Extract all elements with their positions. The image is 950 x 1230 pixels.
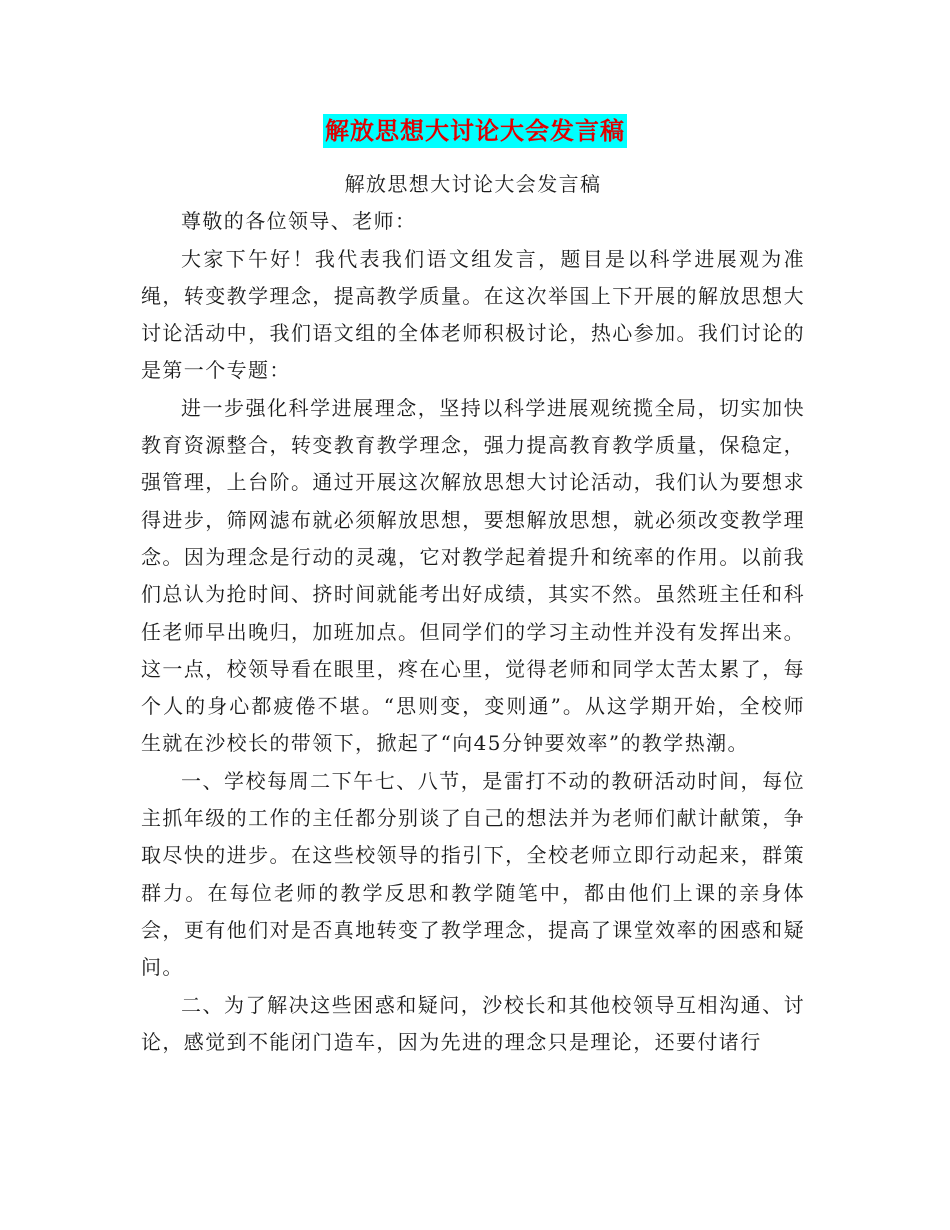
document-subtitle: 解放思想大讨论大会发言稿 <box>344 172 602 196</box>
paragraph: 二、为了解决这些困惑和疑问，沙校长和其他校领导互相沟通、讨论，感觉到不能闭门造车，因为先进的理念只是理论，还要付诸行 <box>141 992 805 1054</box>
document-title-text: 解放思想大讨论大会发言稿 <box>323 114 627 148</box>
salutation: 尊敬的各位领导、老师： <box>181 209 417 234</box>
paragraph: 一、学校每周二下午七、八节，是雷打不动的教研活动时间，每位主抓年级的工作的主任都分别谈了自己的想法并为老师们献计献策，争取尽快的进步。在这些校领导的指引下，全校老师立即行动起来，群策群力。在每位老师的教学反思和教学随笔中，都由他们上课的亲身体会，更有他们对是否真地转变了教学理念，提高了课堂效率的困惑和疑问。 <box>141 768 805 980</box>
paragraph: 大家下午好！我代表我们语文组发言，题目是以科学进展观为准绳，转变教学理念，提高教学质量。在这次举国上下开展的解放思想大讨论活动中，我们语文组的全体老师积极讨论，热心参加。我们讨论的是第一个专题： <box>141 246 805 383</box>
paragraph: 进一步强化科学进展理念，坚持以科学进展观统揽全局，切实加快教育资源整合，转变教育教学理念，强力提高教育教学质量，保稳定，强管理，上台阶。通过开展这次解放思想大讨论活动，我们认为要想求得进步，筛网滤布就必须解放思想，要想解放思想，就必须改变教学理念。因为理念是行动的灵魂，它对教学起着提升和统率的作用。以前我们总认为抢时间、挤时间就能考出好成绩，其实不然。虽然班主任和科任老师早出晚归，加班加点。但同学们的学习主动性并没有发挥出来。这一点，校领导看在眼里，疼在心里，觉得老师和同学太苦太累了，每个人的身心都疲倦不堪。“思则变，变则通”。从这学期开始，全校师生就在沙校长的带领下，掀起了“向45分钟要效率”的教学热潮。 <box>141 395 805 756</box>
document-body <box>141 166 805 1061</box>
document-title <box>0 110 950 148</box>
